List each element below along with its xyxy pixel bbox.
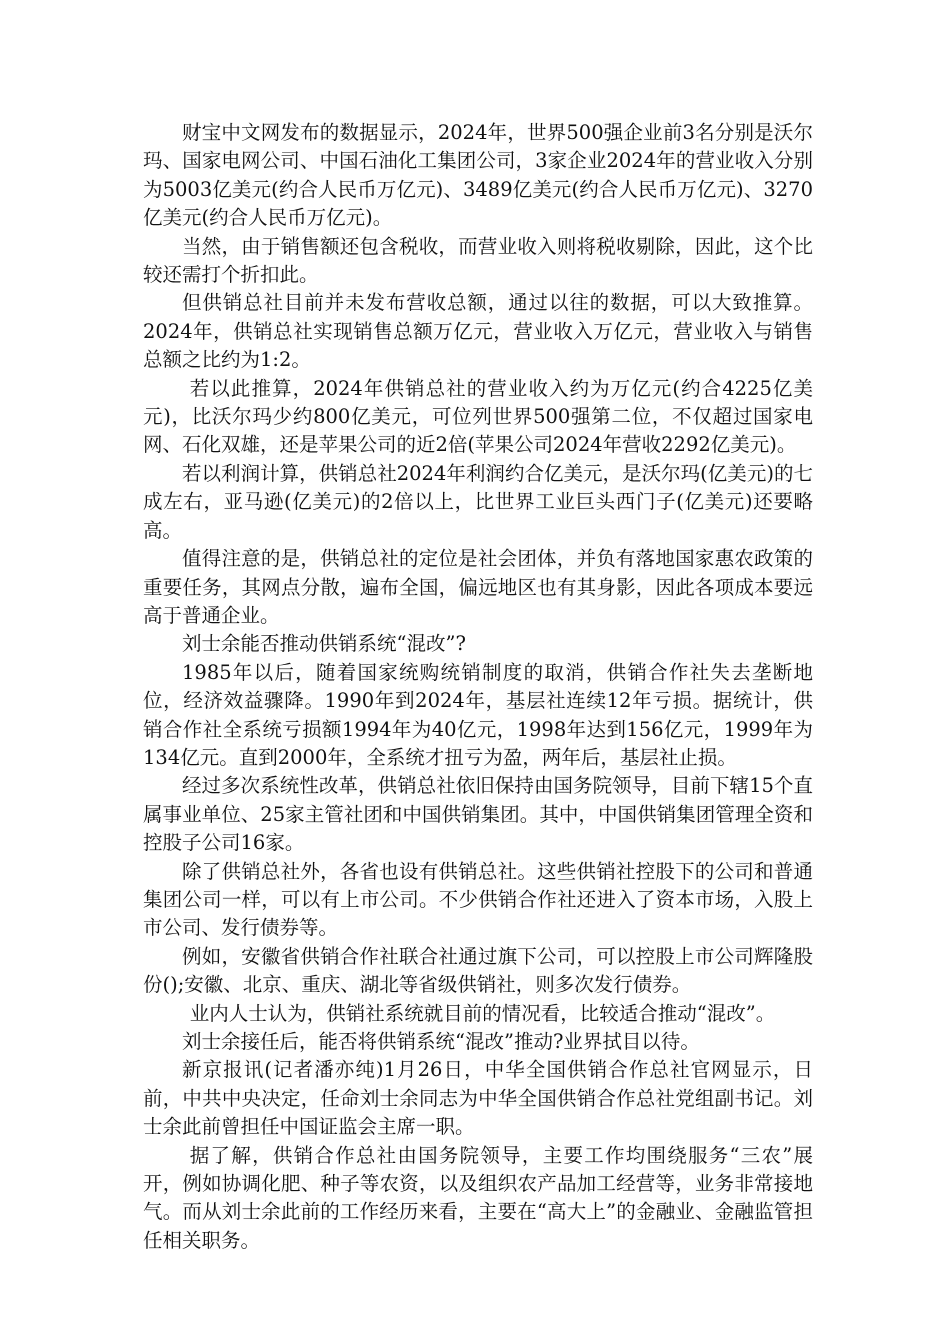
paragraph: 若以此推算，2024年供销总社的营业收入约为万亿元(约合4225亿美元)，比沃尔玛少约800亿美元，可位列世界500强第二位，不仅超过国家电网、石化双雄，还是苹果公司的近2倍(苹果公司2024年营收2292亿美元)。 — [143, 376, 813, 457]
paragraph: 新京报讯(记者潘亦纯)1月26日，中华全国供销合作总社官网显示，日前，中共中央决定，任命刘士余同志为中华全国供销合作总社党组副书记。刘士余此前曾担任中国证监会主席一职。 — [143, 1058, 813, 1139]
paragraph: 若以利润计算，供销总社2024年利润约合亿美元，是沃尔玛(亿美元)的七成左右，亚马逊(亿美元)的2倍以上，比世界工业巨头西门子(亿美元)还要略高。 — [143, 461, 813, 542]
section-heading: 刘士余能否推动供销系统“混改”? — [182, 632, 466, 656]
article-body — [143, 119, 813, 1255]
paragraph: 刘士余接任后，能否将供销系统“混改”推动?业界拭目以待。 — [182, 1030, 700, 1053]
paragraph: 财宝中文网发布的数据显示，2024年，世界500强企业前3名分别是沃尔玛、国家电网公司、中国石油化工集团公司，3家企业2024年的营业收入分别为5003亿美元(约合人民币万亿元)、3489亿美元(约合人民币万亿元)、3270亿美元(约合人民币万亿元)。 — [143, 121, 813, 230]
paragraph: 经过多次系统性改革，供销总社依旧保持由国务院领导，目前下辖15个直属事业单位、25家主管社团和中国供销集团。其中，中国供销集团管理全资和控股子公司16家。 — [143, 774, 813, 855]
paragraph: 1985年以后，随着国家统购统销制度的取消，供销合作社失去垄断地位，经济效益骤降。1990年到2024年，基层社连续12年亏损。据统计，供销合作社全系统亏损额1994年为40亿元，1998年达到156亿元，1999年为134亿元。直到2000年，全系统才扭亏为盈，两年后，基层社止损。 — [143, 660, 813, 769]
paragraph: 除了供销总社外，各省也设有供销总社。这些供销社控股下的公司和普通集团公司一样，可以有上市公司。不少供销合作社还进入了资本市场，入股上市公司、发行债券等。 — [143, 859, 813, 940]
paragraph: 但供销总社目前并未发布营收总额，通过以往的数据，可以大致推算。2024年，供销总社实现销售总额万亿元，营业收入万亿元，营业收入与销售总额之比约为1:2。 — [143, 291, 813, 372]
paragraph: 业内人士认为，供销社系统就目前的情况看，比较适合推动“混改”。 — [189, 1001, 776, 1025]
paragraph: 当然，由于销售额还包含税收，而营业收入则将税收剔除，因此，这个比较还需打个折扣此。 — [143, 234, 813, 287]
paragraph: 值得注意的是，供销总社的定位是社会团体，并负有落地国家惠农政策的重要任务，其网点分散，遍布全国，偏远地区也有其身影，因此各项成本要远高于普通企业。 — [143, 547, 813, 627]
paragraph: 据了解，供销合作总社由国务院领导，主要工作均围绕服务“三农”展开，例如协调化肥、种子等农资，以及组织农产品加工经营等，业务非常接地气。而从刘士余此前的工作经历来看，主要在“高大上”的金融业、金融监管担任相关职务。 — [143, 1143, 813, 1252]
paragraph: 例如，安徽省供销合作社联合社通过旗下公司，可以控股上市公司辉隆股份();安徽、北京、重庆、湖北等省级供销社，则多次发行债券。 — [143, 944, 813, 997]
